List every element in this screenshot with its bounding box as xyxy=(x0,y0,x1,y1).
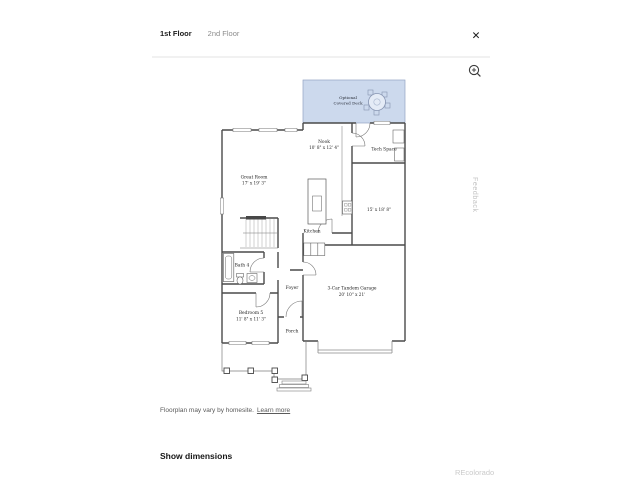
mud-bench xyxy=(304,243,325,256)
deck-label-line1: Optional xyxy=(339,95,357,100)
room-label-tech-space: Tech Space xyxy=(371,147,397,153)
zoom-in-button[interactable] xyxy=(468,64,482,78)
bathtub xyxy=(223,254,234,282)
garage-door xyxy=(318,341,392,353)
close-icon: ✕ xyxy=(471,29,481,42)
kitchen-counter xyxy=(342,126,352,216)
room-dims-great-room: 17' x 19' 3" xyxy=(242,180,266,186)
room-label-bedroom: Bedroom 5 xyxy=(238,311,264,316)
porch-structure xyxy=(222,341,311,391)
tab-2nd-floor[interactable]: 2nd Floor xyxy=(207,29,240,38)
room-label-bath: Bath 4 xyxy=(234,263,250,269)
header-divider xyxy=(152,56,490,58)
room-dims-nook: 10' 8" x 12' 4" xyxy=(309,144,339,150)
tab-1st-floor[interactable]: 1st Floor xyxy=(160,29,192,38)
room-label-nook: Nook xyxy=(318,140,330,145)
room-label-great-room: Great Room xyxy=(240,175,268,181)
room-label-garage: 3-Car Tandem Garage xyxy=(327,286,377,292)
disclaimer xyxy=(160,407,290,414)
stairs xyxy=(240,216,278,248)
deck-label-line2: Covered Deck xyxy=(333,100,363,106)
show-dimensions-button[interactable]: Show dimensions xyxy=(160,451,233,461)
close-button[interactable] xyxy=(468,28,484,44)
porch-steps xyxy=(277,381,311,391)
learn-more-link[interactable]: Learn more xyxy=(256,407,291,414)
disclaimer-text: Floorplan may vary by homesite. xyxy=(160,407,254,414)
room-label-kitchen: Kitchen xyxy=(303,229,321,235)
floor-tabbar xyxy=(160,29,239,38)
kitchen-island xyxy=(308,179,326,224)
covered-deck xyxy=(303,80,405,123)
room-dims-flex-room: 15' x 18' 8" xyxy=(367,207,391,212)
room-label-foyer: Foyer xyxy=(285,286,299,291)
floorplan-drawing xyxy=(210,75,420,395)
room-labels xyxy=(235,140,397,335)
recolorado-watermark: REcolorado xyxy=(455,468,495,477)
magnifier-plus-icon xyxy=(468,64,482,78)
room-dims-bedroom: 11' 8" x 11' 3" xyxy=(236,316,266,322)
bath-sink xyxy=(247,274,257,283)
room-label-porch: Porch xyxy=(285,329,299,335)
feedback-tab[interactable]: Feedback xyxy=(471,177,478,213)
toilet xyxy=(237,274,244,285)
porch-columns xyxy=(224,368,308,383)
room-dims-garage: 20' 10" x 21' xyxy=(338,292,366,297)
floorplan-svg xyxy=(210,75,420,395)
tech-space-fixtures xyxy=(393,130,404,161)
